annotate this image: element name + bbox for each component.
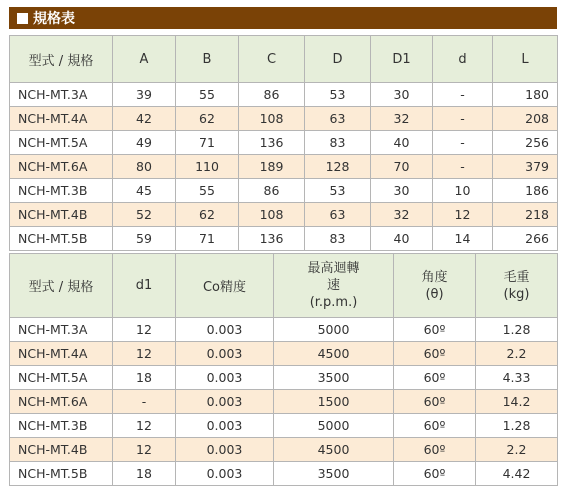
cell-small-d: 10 (433, 179, 493, 203)
header-small-d: d (433, 36, 493, 83)
cell-max-speed: 3500 (274, 366, 394, 390)
cell-c: 86 (239, 179, 305, 203)
cell-a: 80 (113, 155, 176, 179)
header-a: A (113, 36, 176, 83)
table-row (10, 366, 558, 390)
header-max-speed-line2: 速 (326, 278, 340, 293)
cell-gross-weight: 14.2 (476, 390, 558, 414)
cell-d: 63 (305, 203, 371, 227)
header-angle-line1: 角度 (421, 269, 448, 285)
cell-accuracy: 0.003 (176, 438, 274, 462)
cell-d1: 18 (113, 366, 176, 390)
cell-l: 379 (493, 155, 558, 179)
table-row (10, 203, 558, 227)
header-angle-line2: (θ) (425, 286, 444, 302)
table-row (10, 155, 558, 179)
cell-d1: 12 (113, 318, 176, 342)
cell-d: 63 (305, 107, 371, 131)
cell-small-d: - (433, 107, 493, 131)
cell-model: NCH-MT.3A (10, 318, 113, 342)
table-row (10, 438, 558, 462)
cell-a: 45 (113, 179, 176, 203)
cell-d1: 12 (113, 438, 176, 462)
cell-accuracy: 0.003 (176, 342, 274, 366)
cell-b: 62 (176, 203, 239, 227)
table-row (10, 107, 558, 131)
header-accuracy: Co精度 (176, 254, 274, 318)
header-d1: d1 (113, 254, 176, 318)
cell-gross-weight: 1.28 (476, 414, 558, 438)
cell-gross-weight: 4.33 (476, 366, 558, 390)
cell-l: 180 (493, 83, 558, 107)
header-l: L (493, 36, 558, 83)
cell-accuracy: 0.003 (176, 390, 274, 414)
cell-angle: 60º (394, 342, 476, 366)
header-c: C (239, 36, 305, 83)
cell-b: 71 (176, 227, 239, 251)
cell-model: NCH-MT.3A (10, 83, 113, 107)
cell-d1: 70 (371, 155, 433, 179)
cell-max-speed: 5000 (274, 414, 394, 438)
header-model: 型式 / 規格 (10, 254, 113, 318)
cell-l: 218 (493, 203, 558, 227)
section-title-bar (9, 7, 557, 29)
cell-accuracy: 0.003 (176, 366, 274, 390)
table-row (10, 318, 558, 342)
cell-d1: 40 (371, 227, 433, 251)
header-model: 型式 / 規格 (10, 36, 113, 83)
cell-c: 86 (239, 83, 305, 107)
cell-d: 53 (305, 83, 371, 107)
cell-d: 83 (305, 131, 371, 155)
cell-max-speed: 3500 (274, 462, 394, 486)
cell-model: NCH-MT.3B (10, 414, 113, 438)
cell-model: NCH-MT.6A (10, 390, 113, 414)
cell-b: 55 (176, 83, 239, 107)
cell-d: 53 (305, 179, 371, 203)
cell-accuracy: 0.003 (176, 462, 274, 486)
cell-b: 71 (176, 131, 239, 155)
header-weight-line2: (kg) (503, 286, 530, 302)
cell-angle: 60º (394, 366, 476, 390)
spec-table-dimensions (9, 35, 558, 251)
header-max-speed-line1: 最高迴轉 (307, 261, 360, 276)
cell-d1: - (113, 390, 176, 414)
header-d1: D1 (371, 36, 433, 83)
cell-gross-weight: 2.2 (476, 438, 558, 462)
cell-small-d: - (433, 131, 493, 155)
cell-d1: 12 (113, 414, 176, 438)
cell-d1: 18 (113, 462, 176, 486)
cell-angle: 60º (394, 318, 476, 342)
cell-c: 108 (239, 203, 305, 227)
cell-d: 128 (305, 155, 371, 179)
table-row (10, 83, 558, 107)
cell-small-d: - (433, 155, 493, 179)
cell-model: NCH-MT.4B (10, 438, 113, 462)
header-angle (394, 254, 476, 318)
header-gross-weight (476, 254, 558, 318)
cell-model: NCH-MT.5A (10, 131, 113, 155)
table-header-row (10, 254, 558, 318)
cell-model: NCH-MT.5B (10, 462, 113, 486)
cell-max-speed: 5000 (274, 318, 394, 342)
cell-small-d: - (433, 83, 493, 107)
cell-b: 62 (176, 107, 239, 131)
table-header-row (10, 36, 558, 83)
cell-angle: 60º (394, 414, 476, 438)
cell-model: NCH-MT.5B (10, 227, 113, 251)
cell-model: NCH-MT.4B (10, 203, 113, 227)
header-max-speed (274, 254, 394, 318)
cell-a: 39 (113, 83, 176, 107)
table-row (10, 179, 558, 203)
cell-c: 108 (239, 107, 305, 131)
cell-gross-weight: 1.28 (476, 318, 558, 342)
cell-model: NCH-MT.4A (10, 107, 113, 131)
cell-model: NCH-MT.5A (10, 366, 113, 390)
cell-max-speed: 4500 (274, 342, 394, 366)
cell-d1: 40 (371, 131, 433, 155)
cell-l: 256 (493, 131, 558, 155)
cell-max-speed: 1500 (274, 390, 394, 414)
table-row (10, 131, 558, 155)
cell-model: NCH-MT.6A (10, 155, 113, 179)
spec-table-performance (9, 253, 558, 486)
cell-d: 83 (305, 227, 371, 251)
table-row (10, 342, 558, 366)
cell-c: 136 (239, 131, 305, 155)
cell-l: 266 (493, 227, 558, 251)
table-row (10, 390, 558, 414)
table-row (10, 462, 558, 486)
cell-d1: 12 (113, 342, 176, 366)
cell-c: 189 (239, 155, 305, 179)
cell-model: NCH-MT.4A (10, 342, 113, 366)
cell-accuracy: 0.003 (176, 318, 274, 342)
table-row (10, 227, 558, 251)
cell-a: 52 (113, 203, 176, 227)
cell-b: 110 (176, 155, 239, 179)
cell-a: 49 (113, 131, 176, 155)
cell-d1: 32 (371, 203, 433, 227)
header-max-speed-line3: (r.p.m.) (309, 295, 358, 310)
cell-model: NCH-MT.3B (10, 179, 113, 203)
cell-l: 208 (493, 107, 558, 131)
table-row (10, 414, 558, 438)
cell-l: 186 (493, 179, 558, 203)
cell-accuracy: 0.003 (176, 414, 274, 438)
cell-d1: 30 (371, 179, 433, 203)
cell-c: 136 (239, 227, 305, 251)
header-weight-line1: 毛重 (503, 269, 530, 285)
cell-angle: 60º (394, 438, 476, 462)
cell-gross-weight: 4.42 (476, 462, 558, 486)
header-b: B (176, 36, 239, 83)
cell-small-d: 12 (433, 203, 493, 227)
square-icon (17, 13, 28, 24)
cell-small-d: 14 (433, 227, 493, 251)
cell-b: 55 (176, 179, 239, 203)
cell-angle: 60º (394, 462, 476, 486)
cell-a: 42 (113, 107, 176, 131)
cell-max-speed: 4500 (274, 438, 394, 462)
cell-angle: 60º (394, 390, 476, 414)
cell-d1: 32 (371, 107, 433, 131)
section-title: 規格表 (33, 11, 75, 27)
cell-d1: 30 (371, 83, 433, 107)
cell-a: 59 (113, 227, 176, 251)
cell-gross-weight: 2.2 (476, 342, 558, 366)
header-d: D (305, 36, 371, 83)
